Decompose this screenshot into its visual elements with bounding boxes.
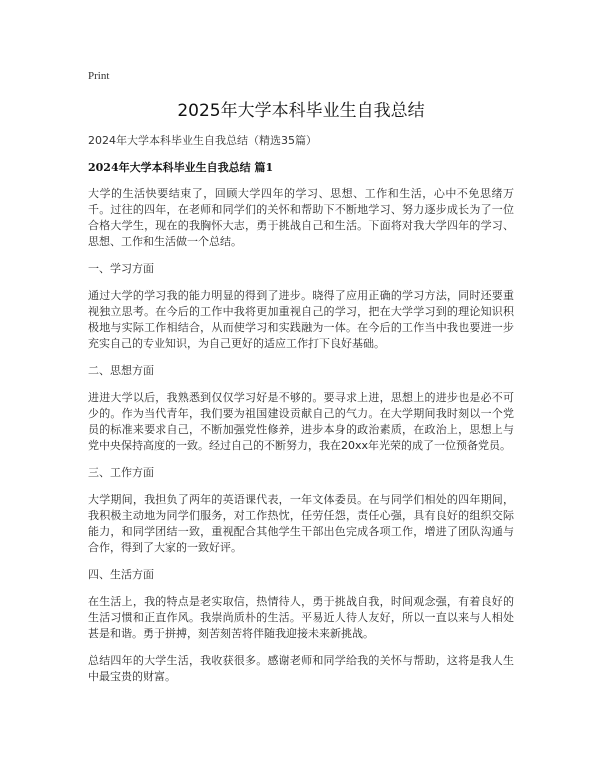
- conclusion-paragraph: 总结四年的大学生活，我收获很多。感谢老师和同学给我的关怀与帮助，这将是我人生中最宝贵的财富。: [88, 654, 514, 683]
- section-heading-thought: 二、思想方面: [88, 364, 154, 377]
- print-link[interactable]: Print: [88, 70, 110, 82]
- article-heading: 2024年大学本科毕业生自我总结 篇1: [88, 161, 274, 174]
- section-heading-study: 一、学习方面: [88, 262, 154, 275]
- section-heading-work: 三、工作方面: [88, 466, 154, 479]
- section-text-thought: 进进大学以后，我熟悉到仅仅学习好是不够的。要寻求上进，思想上的进步也是必不可少的。作为当代青年，我们要为祖国建设贡献自己的气力。在大学期间我时刻以一个党员的标准来要求自己，不断加强党性修养，进步本身的政治素质，在政治上，思想上与党中央保持高度的一致。经过自己的不断努力，我在20xx年光荣的成了一位预备党员。: [88, 391, 514, 452]
- section-text-life: 在生活上，我的特点是老实取信，热情待人，勇于挑战自我，时间观念强，有着良好的生活习惯和正直作风。我崇尚质朴的生活。平易近人待人友好，所以一直以来与人相处甚是和谐。勇于拼搏，刻苦刻苦将伴随我迎接未来新挑战。: [88, 595, 514, 640]
- document-title: 2025年大学本科毕业生自我总结: [177, 101, 425, 121]
- section-heading-life: 四、生活方面: [88, 568, 154, 581]
- document-subtitle: 2024年大学本科毕业生自我总结（精选35篇）: [88, 134, 317, 147]
- section-text-work: 大学期间，我担负了两年的英语课代表，一年文体委员。在与同学们相处的四年期间，我积极主动地为同学们服务，对工作热忱，任劳任怨，责任心强，具有良好的组织交际能力，和同学团结一致，重视配合其他学生干部出色完成各项工作，增进了团队沟通与合作，得到了大家的一致好评。: [88, 493, 514, 554]
- document-page: [88, 68, 514, 685]
- section-text-study: 通过大学的学习我的能力明显的得到了进步。晓得了应用正确的学习方法，同时还要重视独立思考。在今后的工作中我将更加重视自己的学习，把在大学学习到的理论知识积极地与实际工作相结合，从而使学习和实践融为一体。在今后的工作当中我也要进一步充实自己的专业知识，为自己更好的适应工作打下良好基础。: [88, 289, 514, 350]
- intro-paragraph: 大学的生活快要结束了，回顾大学四年的学习、思想、工作和生活，心中不免思绪万千。过往的四年，在老师和同学们的关怀和帮助下不断地学习、努力逐步成长为了一位合格大学生，现在的我胸怀大志，勇于挑战自己和生活。下面将对我大学四年的学习、思想、工作和生活做一个总结。: [88, 187, 514, 248]
